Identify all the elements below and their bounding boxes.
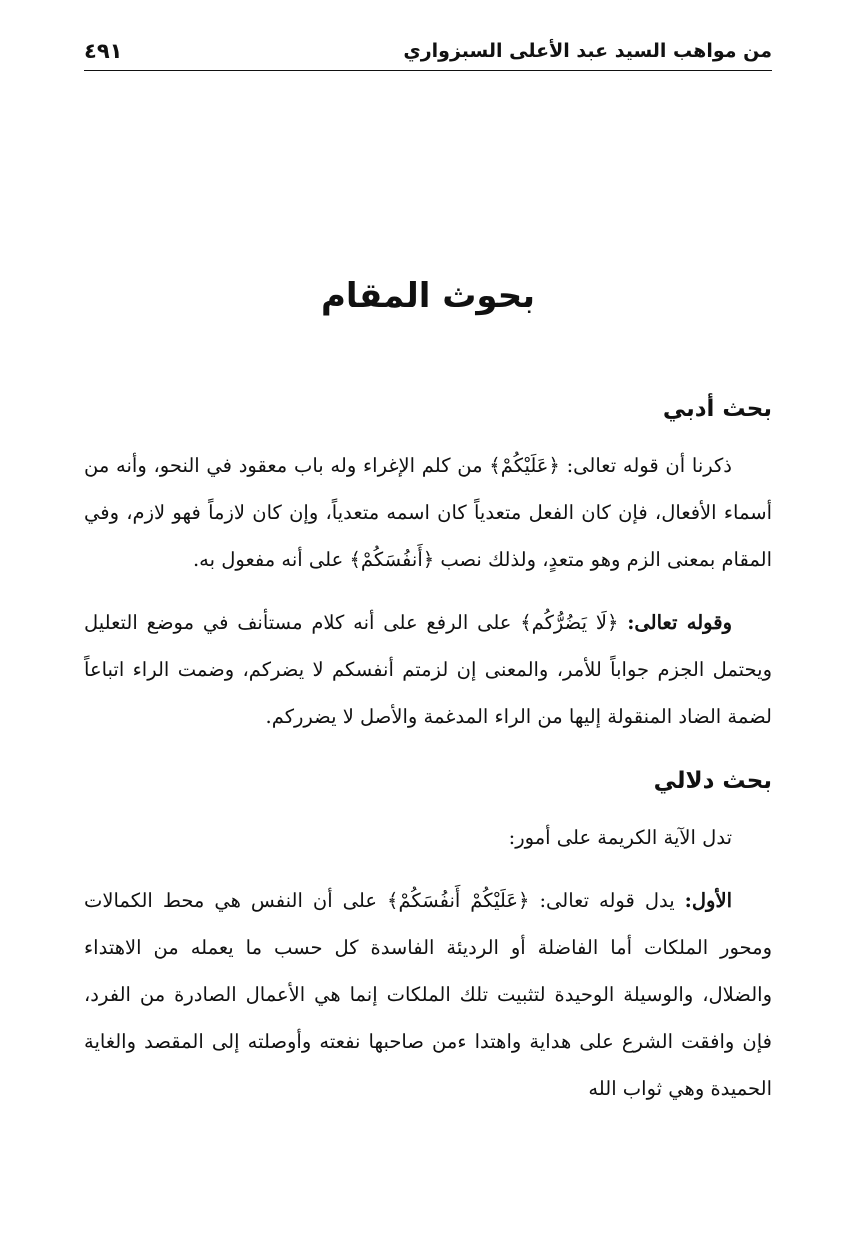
page-body <box>84 384 772 1128</box>
paragraph <box>84 814 772 861</box>
paragraph-text: ﴿لَا يَضُرُّكُم﴾ على الرفع على أنه كلام مستأنف في موضع التعليل ويحتمل الجزم جواباً للأمر، والمعنى إن لزمتم أنفسكم لا يضركم، وضمت الراء اتباعاً لضمة الضاد المنقولة إليها من الراء المدغمة والأصل لا يضرركم. <box>84 611 772 728</box>
running-header <box>84 32 772 71</box>
running-header-title: من مواهب السيد عبد الأعلى السبزواري <box>403 40 772 62</box>
paragraph-lead: وقوله تعالى: <box>627 611 732 634</box>
section-heading-literary: بحث أدبي <box>662 396 772 422</box>
paragraph <box>84 442 772 583</box>
paragraph-text: ذكرنا أن قوله تعالى: ﴿عَلَيْكُمْ﴾ من كلم الإغراء وله باب معقود في النحو، وأنه من أسماء الأفعال، فإن كان الفعل متعدياً كان اسمه متعدياً، وإن كان لازماً فهو لازم، وفي المقام بمعنى الزم وهو متعدٍ، ولذلك نصب ﴿أَنفُسَكُمْ﴾ على أنه مفعول به. <box>84 454 772 571</box>
section-heading-semantic: بحث دلالي <box>653 768 772 794</box>
paragraph-text: يدل قوله تعالى: ﴿عَلَيْكُمْ أَنفُسَكُمْ﴾ على أن النفس هي محط الكمالات ومحور الملكات أما الفاضلة أو الرديئة الفاسدة كل حسب ما يعمله من الاهتداء والضلال، والوسيلة الوحيدة لتثبيت تلك الملكات إنما هي الأعمال الصادرة من الفرد، فإن وافقت الشرع على هداية واهتدا ءمن صاحبها نفعته وأوصلته إلى المقصد والغاية الحميدة وهي ثواب الله <box>84 889 772 1100</box>
paragraph-lead: الأول: <box>684 889 732 912</box>
paragraph <box>84 877 772 1112</box>
page-title: بحوث المقام <box>321 276 535 316</box>
paragraph-text: تدل الآية الكريمة على أمور: <box>508 826 732 849</box>
page-number: ٤٩١ <box>84 39 123 63</box>
paragraph <box>84 599 772 740</box>
